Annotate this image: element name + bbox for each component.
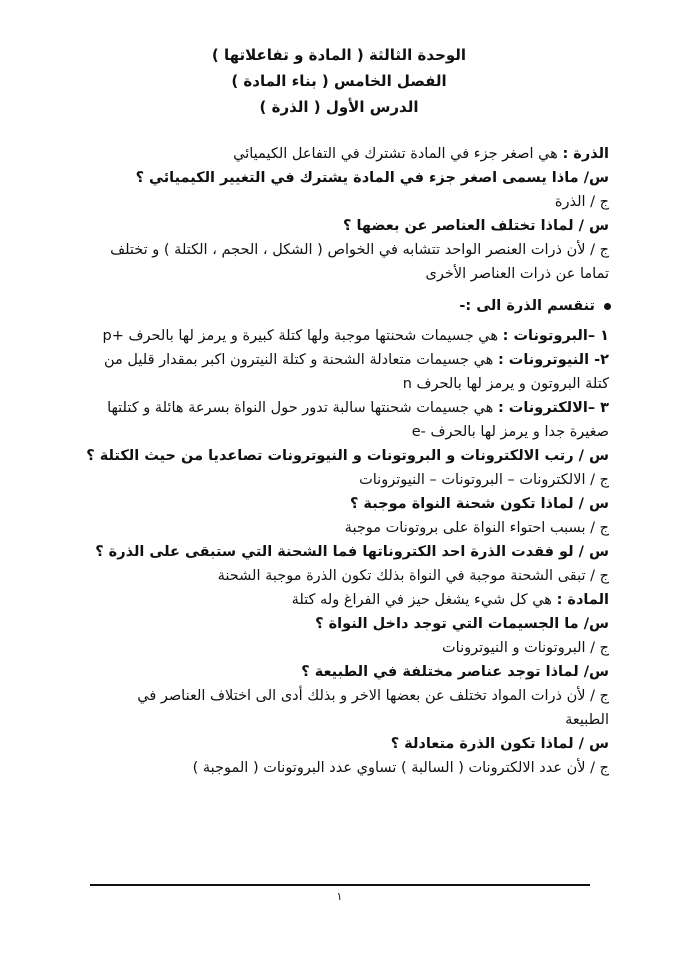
page-number: ١ xyxy=(336,890,343,903)
protons-definition xyxy=(64,324,609,348)
protons-symbol: p+ xyxy=(102,328,124,344)
question-4: س / لماذا تكون شحنة النواة موجبة ؟ xyxy=(349,496,609,512)
question-8: س / لماذا تكون الذرة متعادلة ؟ xyxy=(390,736,609,752)
electrons-text-2: صغيرة جدا و يرمز لها بالحرف xyxy=(425,424,609,440)
matter-text: هي كل شيء يشغل حيز في الفراغ وله كتلة xyxy=(291,592,557,608)
answer-2-line-1: ج / لأن ذرات العنصر الواحد تتشابه في الخواص ( الشكل ، الحجم ، الكتلة ) و تختلف xyxy=(110,242,609,258)
definition-term: الذرة : xyxy=(562,146,609,162)
matter-term: المادة : xyxy=(556,592,609,608)
bullet-heading xyxy=(64,294,609,318)
electrons-symbol: e- xyxy=(411,424,426,440)
protons-term: ١ –البروتونات : xyxy=(502,328,609,344)
neutrons-text-2: كتلة البروتون و يرمز لها بالحرف xyxy=(411,376,609,392)
question-6: س/ ما الجسيمات التي توجد داخل النواة ؟ xyxy=(315,616,609,632)
bullet-heading-text: تنقسم الذرة الى :- xyxy=(459,298,595,314)
bullet-icon xyxy=(604,303,611,310)
protons-text: هي جسيمات شحنتها موجبة ولها كتلة كبيرة و يرمز لها بالحرف xyxy=(123,328,503,344)
electrons-text-1: هي جسيمات شحنتها سالبة تدور حول النواة بسرعة هائلة و كتلتها xyxy=(107,400,498,416)
unit-title: الوحدة الثالثة ( المادة و تفاعلاتها ) xyxy=(211,46,467,64)
electrons-definition-line-1 xyxy=(64,396,609,420)
question-2: س / لماذا تختلف العناصر عن بعضها ؟ xyxy=(343,218,609,234)
answer-3: ج / الالكترونات – البروتونات – النيوترونات xyxy=(359,472,609,488)
neutrons-term: ٢- النيوترونات : xyxy=(497,352,609,368)
chapter-title: الفصل الخامس ( بناء المادة ) xyxy=(231,72,447,90)
definition-text: هي اصغر جزء في المادة تشترك في التفاعل الكيميائي xyxy=(233,146,563,162)
answer-4: ج / بسبب احتواء النواة على بروتونات موجبة xyxy=(344,520,609,536)
answer-2-line-2: تماما عن ذرات العناصر الأخرى xyxy=(425,266,609,282)
lesson-content xyxy=(64,142,609,780)
answer-5: ج / تبقى الشحنة موجبة في النواة بذلك تكون الذرة موجبة الشحنة xyxy=(217,568,609,584)
neutrons-definition-line-1 xyxy=(64,348,609,372)
lesson-title: الدرس الأول ( الذرة ) xyxy=(259,98,419,116)
answer-8: ج / لأن عدد الالكترونات ( السالبة ) تساوي عدد البروتونات ( الموجبة ) xyxy=(192,760,609,776)
question-3: س / رتب الالكترونات و البروتونات و النيوترونات تصاعديا من حيث الكتلة ؟ xyxy=(86,448,609,464)
electrons-definition-line-2 xyxy=(64,420,609,444)
answer-1: ج / الذرة xyxy=(554,194,609,210)
neutrons-symbol: n xyxy=(402,376,412,392)
answer-7-line-2: الطبيعة xyxy=(565,712,609,728)
atom-definition xyxy=(64,142,609,166)
question-1: س/ ماذا يسمى اصغر جزء في المادة يشترك في التغيير الكيميائي ؟ xyxy=(135,170,609,186)
footer-divider xyxy=(90,884,590,886)
question-5: س / لو فقدت الذرة احد الكتروناتها فما الشحنة التي ستبقى على الذرة ؟ xyxy=(95,544,609,560)
document-header xyxy=(209,42,469,120)
neutrons-definition-line-2 xyxy=(64,372,609,396)
electrons-term: ٣ –الالكترونات : xyxy=(497,400,609,416)
answer-7-line-1: ج / لأن ذرات المواد تختلف عن بعضها الاخر و بذلك أدى الى اختلاف العناصر في xyxy=(137,688,609,704)
answer-6: ج / البروتونات و النيوترونات xyxy=(442,640,609,656)
question-7: س/ لماذا توجد عناصر مختلفة في الطبيعة ؟ xyxy=(301,664,609,680)
neutrons-text-1: هي جسيمات متعادلة الشحنة و كتلة النيترون اكبر بمقدار قليل من xyxy=(104,352,498,368)
matter-definition xyxy=(64,588,609,612)
